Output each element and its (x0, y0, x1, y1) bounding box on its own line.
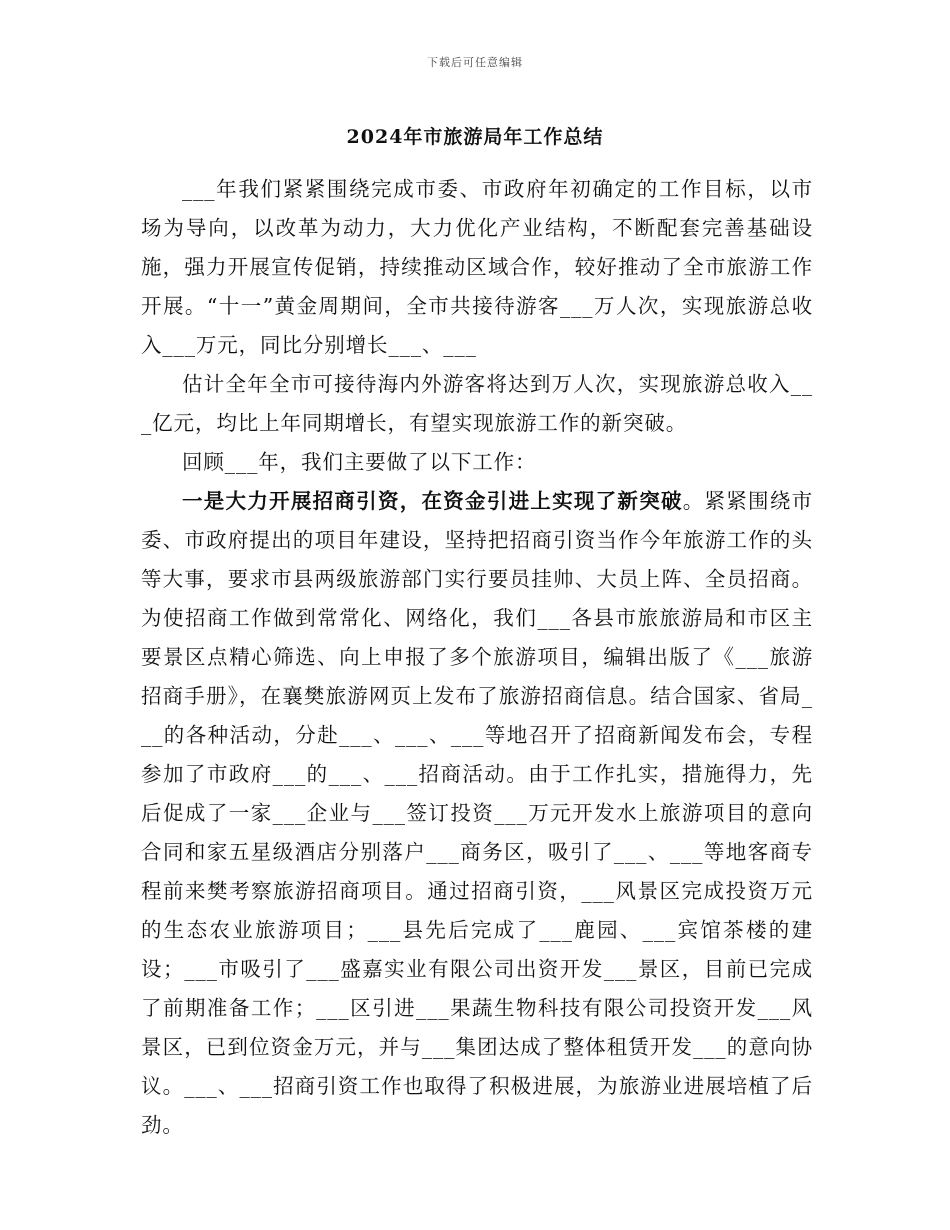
section-1-text: 。紧紧围绕市委、市政府提出的项目年建设，坚持把招商引资当作今年旅游工作的头等大事，要求市县两级旅游部门实行要员挂帅、大员上阵、全员招商。为使招商工作做到常常化、网络化，我们___各县市旅旅游局和市区主要景区点精心筛选、向上申报了多个旅游项目，编辑出版了《___旅游招商手册》，在襄樊旅游网页上发布了旅游招商信息。结合国家、省局___的各种活动，分赴___、___、___等地召开了招商新闻发布会，专程参加了市政府___的___、___招商活动。由于工作扎实，措施得力，先后促成了一家___企业与___签订投资___万元开发水上旅游项目的意向合同和家五星级酒店分别落户___商务区，吸引了___、___等地客商专程前来樊考察旅游招商项目。通过招商引资，___风景区完成投资万元的生态农业旅游项目；___县先后完成了___鹿园、___宾馆茶楼的建设；___市吸引了___盛嘉实业有限公司出资开发___景区，目前已完成了前期准备工作；___区引进___果蔬生物科技有限公司投资开发___风景区，已到位资金万元，并与___集团达成了整体租赁开发___的意向协议。___、___招商引资工作也取得了积极进展，为旅游业进展培植了后劲。 (141, 489, 813, 1137)
header-note: 下载后可任意编辑 (427, 56, 523, 69)
paragraph-review: 回顾___年，我们主要做了以下工作： (182, 450, 537, 474)
document-title: 2024年市旅游局年工作总结 (346, 126, 604, 148)
paragraph-estimate: 估计全年全市可接待海内外游客将达到万人次，实现旅游总收入___亿元，均比上年同期增长，有望实现旅游工作的新突破。 (141, 372, 813, 435)
paragraph-section-1 (141, 482, 813, 1145)
section-1-lead: 一是大力开展招商引资，在资金引进上实现了新突破 (182, 489, 683, 513)
document-body (141, 170, 813, 1145)
paragraph-intro: ___年我们紧紧围绕完成市委、市政府年初确定的工作目标，以市场为导向，以改革为动力，大力优化产业结构，不断配套完善基础设施，强力开展宣传促销，持续推动区域合作，较好推动了全市旅游工作开展。“十一”黄金周期间，全市共接待游客___万人次，实现旅游总收入___万元，同比分别增长___、___ (141, 177, 813, 357)
